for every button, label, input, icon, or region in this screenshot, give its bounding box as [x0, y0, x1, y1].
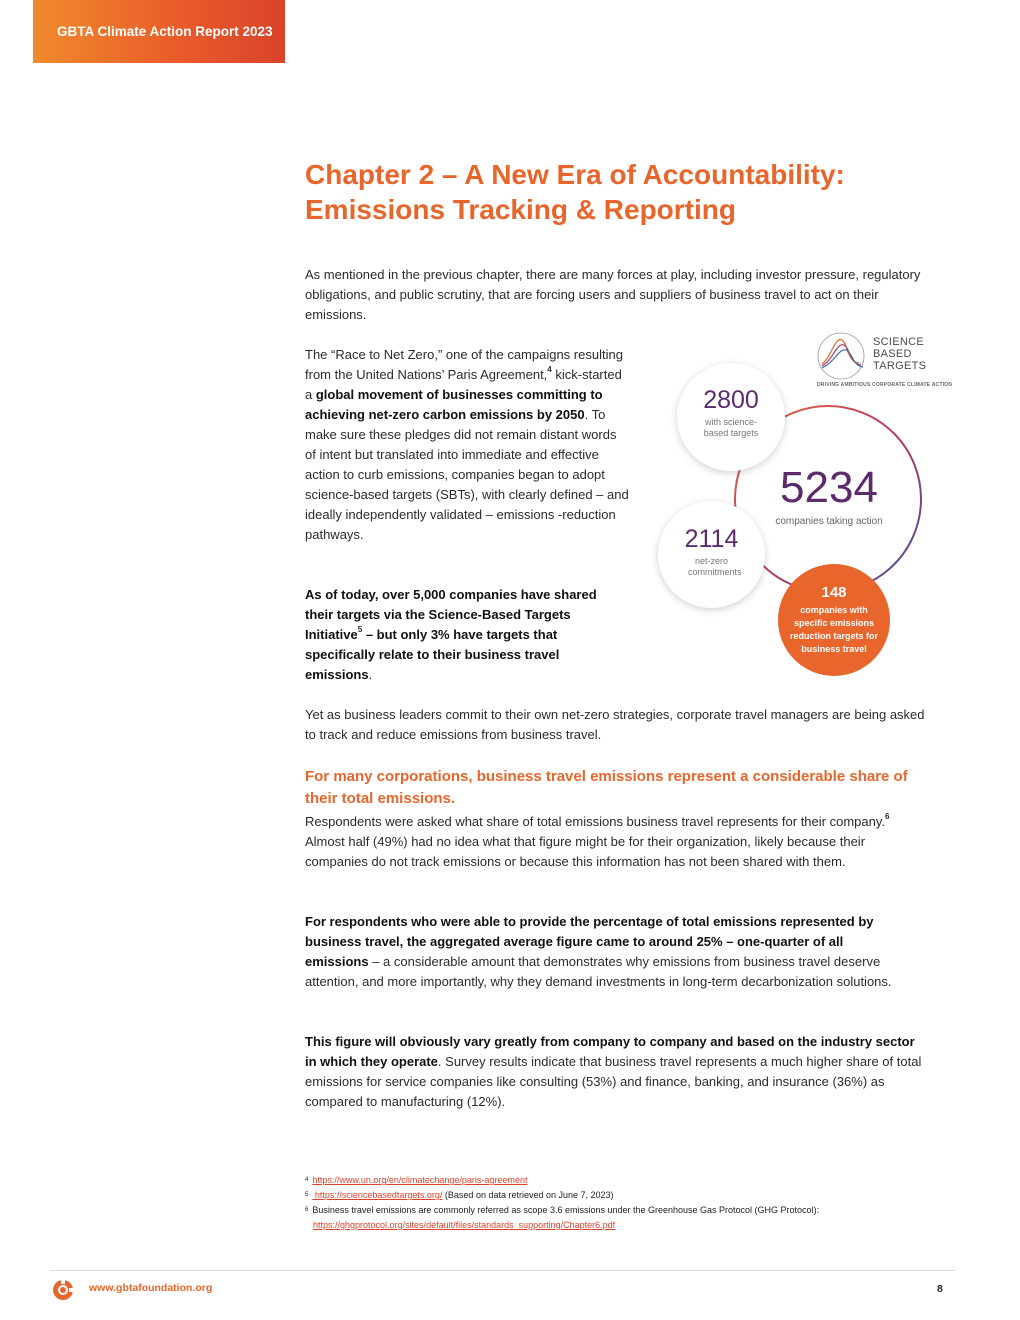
stat-companies-taking-action: 5234 — [780, 463, 878, 512]
average-share-paragraph: For respondents who were able to provide the percentage of total emissions represented by business travel, the aggregated average figure came to around 25% – one-quarter of all emissions – a considerable amount that demonstrates why emissions from business travel deserve attention, and more importantly, why they demand investments in long-term decarbonization solutions. — [305, 914, 892, 989]
footnote-ref-4[interactable]: 4 — [547, 365, 552, 374]
sbt-logo-text: SCIENCE BASED TARGETS — [873, 336, 927, 372]
footnote-4-link[interactable]: https://www.un.org/en/climatechange/paris-agreement — [312, 1175, 528, 1185]
footnote-6: $^6$ Business travel emissions are commonly referred as scope 3.6 emissions under the Greenhouse Gas Protocol (GHG Protocol): https://ghgprotocol.org/sites/default/files/standards_supporting/Chapter6.pdf — [305, 1205, 820, 1230]
footnote-5-link[interactable]: https://sciencebasedtargets.org/ — [312, 1190, 443, 1200]
sbt-infographic — [645, 326, 953, 681]
footnote-6-link[interactable]: https://ghgprotocol.org/sites/default/files/standards_supporting/Chapter6.pdf — [313, 1220, 616, 1230]
intro-paragraph: As mentioned in the previous chapter, there are many forces at play, including investor pressure, regulatory obligations, and public scrutiny, that are forcing users and suppliers of business travel to act on their emissions. — [305, 267, 921, 322]
footnote-4: $^4$ https://www.un.org/en/climatechange/paris-agreement — [305, 1175, 528, 1185]
footnotes — [305, 1173, 905, 1233]
report-header-tab — [33, 0, 285, 63]
stat-science-based-targets: 2800 with science-based targets — [677, 363, 785, 471]
race-to-net-zero-paragraph: The “Race to Net Zero,” one of the campaigns resulting from the United Nations’ Paris Agreement,$^4$ kick-started a global movement of businesses committing to achieving net-zero carbon emissions by 2050. To make sure these pledges did not remain distant words of intent but translated into immediate and effective action to curb emissions, companies began to adopt science-based targets (SBTs), with clearly defined – and ideally independently validated – emissions -reduction pathways. — [305, 347, 629, 542]
section-subheading: For many corporations, business travel emissions represent a considerable share of their total emissions. — [305, 768, 908, 807]
gbta-logo-icon — [51, 1278, 75, 1302]
stat-companies-taking-action-label: companies taking action — [775, 516, 883, 527]
net-zero-strategies-paragraph: Yet as business leaders commit to their own net-zero strategies, corporate travel managers are being asked to track and reduce emissions from business travel. — [305, 707, 925, 742]
chapter-title: Chapter 2 – A New Era of Accountability: Emissions Tracking & Reporting — [305, 159, 845, 225]
footnote-5: $^5$ https://sciencebasedtargets.org/ (Based on data retrieved on June 7, 2023) — [305, 1190, 614, 1200]
footnote-ref-6[interactable]: 6 — [885, 812, 890, 821]
stat-net-zero-commitments: 2114 net-zero commitments — [658, 501, 765, 608]
industry-variation-paragraph: This figure will obviously vary greatly from company to company and based on the industry sector in which they operate. Survey results indicate that business travel represents a much higher share of total emissions for service companies like consulting (53%) and finance, banking, and insurance (36%) as compared to manufacturing (12%). — [305, 1034, 922, 1109]
respondents-paragraph: Respondents were asked what share of total emissions business travel represents for their company.$^6$ Almost half (49%) had no idea what that figure might be for their organization, likely because their companies do not track emissions or because this information has not been shared with them. — [305, 812, 890, 869]
sbt-logo-icon — [818, 333, 864, 379]
sbti-paragraph: As of today, over 5,000 companies have shared their targets via the Science-Based Targets Initiative$^5$ – but only 3% have targets that specifically relate to their business travel emissions. — [305, 587, 597, 682]
sbt-tagline: DRIVING AMBITIOUS CORPORATE CLIMATE ACTION — [817, 382, 953, 388]
footnote-ref-5[interactable]: 5 — [357, 625, 363, 634]
report-title: GBTA Climate Action Report 2023 — [57, 24, 273, 39]
page-number: 8 — [937, 1283, 943, 1295]
footer-website-link[interactable]: www.gbtafoundation.org — [89, 1282, 213, 1294]
footer-divider — [50, 1270, 956, 1271]
stat-business-travel-targets: 148 companies with specific emissions reduction targets for business travel — [778, 564, 890, 676]
